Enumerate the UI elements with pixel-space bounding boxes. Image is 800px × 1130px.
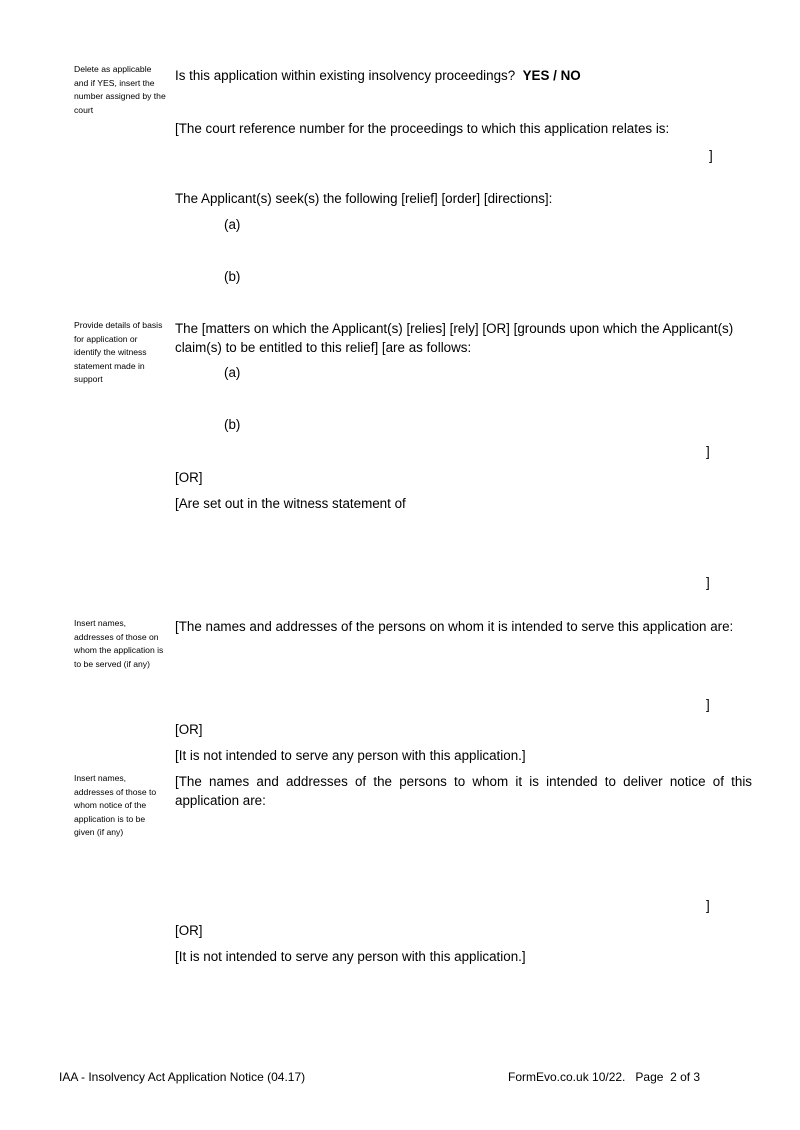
notice-none: [It is not intended to serve any person with this application.] <box>175 949 526 964</box>
court-reference-line: [The court reference number for the proceedings to which this application relates is: <box>175 121 670 136</box>
grounds-or: [OR] <box>175 470 203 485</box>
service-close-bracket: ] <box>706 697 710 712</box>
footer-form-title: IAA - Insolvency Act Application Notice (04.17) <box>59 1070 306 1084</box>
margin-note-proceedings: Delete as applicable and if YES, insert the number assigned by the court <box>74 64 166 115</box>
proceedings-question <box>175 66 581 85</box>
service-none: [It is not intended to serve any person with this application.] <box>175 748 526 763</box>
margin-note-served: Insert names, addresses of those on whom the application is to be served (if any) <box>74 618 164 669</box>
grounds-item-b: (b) <box>224 417 241 432</box>
grounds-close-bracket: ] <box>706 444 710 459</box>
grounds-text: The [matters on which the Applicant(s) [relies] [rely] [OR] [grounds upon which the Applicant(s) claim(s) to be entitled to this relief] [are as follows: <box>175 321 734 355</box>
service-or: [OR] <box>175 722 203 737</box>
witness-close-bracket: ] <box>706 575 710 590</box>
witness-statement-line: [Are set out in the witness statement of <box>175 496 406 511</box>
margin-note-notice: Insert names, addresses of those to whom notice of the application is to be given (if any) <box>74 773 157 837</box>
footer-page-number: FormEvo.co.uk 10/22. Page 2 of 3 <box>508 1070 701 1084</box>
service-text: [The names and addresses of the persons on whom it is intended to serve this application are: <box>175 619 734 634</box>
relief-heading: The Applicant(s) seek(s) the following [relief] [order] [directions]: <box>175 191 553 206</box>
notice-or: [OR] <box>175 923 203 938</box>
margin-note-basis: Provide details of basis for application or identify the witness statement made in support <box>74 320 163 384</box>
yes-no-answer: YES / NO <box>522 68 581 83</box>
grounds-item-a: (a) <box>224 365 241 380</box>
relief-item-a: (a) <box>224 217 241 232</box>
notice-text: [The names and addresses of the persons to whom it is intended to deliver notice of this application are: <box>175 774 752 808</box>
relief-item-b: (b) <box>224 269 241 284</box>
notice-close-bracket: ] <box>706 898 710 913</box>
proceedings-question-text: Is this application within existing insolvency proceedings? <box>175 68 516 83</box>
reference-close-bracket: ] <box>709 148 713 163</box>
